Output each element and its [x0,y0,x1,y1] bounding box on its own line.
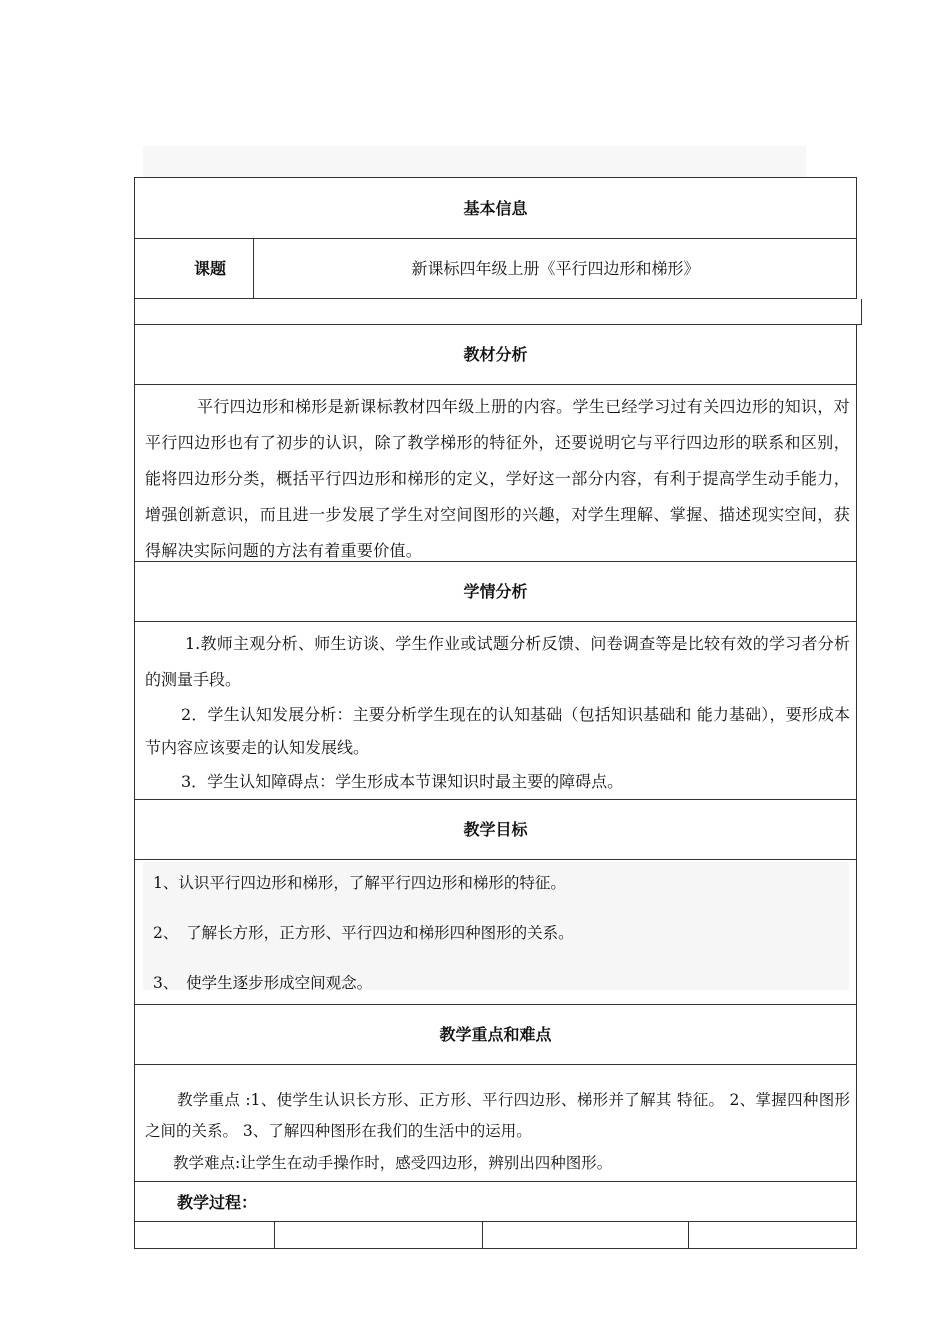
topic-label: 课题 [193,259,226,278]
basic-info-heading-row [134,177,857,239]
process-table-row [134,1222,857,1249]
process-cell-1 [135,1222,275,1248]
keypoints-body-row [134,1065,857,1182]
keypoints-heading-row [134,1005,857,1065]
student-item-2: 2．学生认知发展分析：主要分析学生现在的认知基础（包括知识基础和 能力基础），要形成本节内容应该要走的认知发展线。 [145,705,850,757]
difficulty-text: 教学难点:让学生在动手操作时，感受四边形，辨别出四种图形。 [173,1154,613,1172]
process-cell-3 [483,1222,689,1248]
goals-body-row [134,860,857,1005]
goal-item-2: 2、 了解长方形，正方形、平行四边和梯形四种图形的关系。 [153,924,574,942]
topic-value-cell [255,239,856,298]
topic-row [134,239,857,299]
goals-heading-row [134,800,857,860]
student-heading: 学情分析 [463,582,528,601]
process-cell-2 [275,1222,483,1248]
process-row [134,1182,857,1222]
student-item-1: 1.教师主观分析、师生访谈、学生作业或试题分析反馈、问卷调查等是比较有效的学习者分析的测量手段。 [145,634,850,689]
basic-info-heading: 基本信息 [463,199,528,218]
material-heading-row [134,325,857,385]
material-text: 平行四边形和梯形是新课标教材四年级上册的内容。学生已经学习过有关四边形的知识，对平行四边形也有了初步的认识，除了教学梯形的特征外，还要说明它与平行四边形的联系和区别，能将四边形分类，概括平行四边形和梯形的定义，学好这一部分内容，有利于提高学生动手能力，增强创新意识，而且进一步发展了学生对空间图形的兴趣，对学生理解、掌握、描述现实空间，获得解决实际问题的方法有着重要价值。 [145,397,850,560]
material-body-row [134,385,857,562]
material-heading: 教材分析 [463,345,528,364]
student-item-3: 3．学生认知障碍点：学生形成本节课知识时最主要的障碍点。 [181,772,624,791]
process-heading: 教学过程： [177,1193,258,1212]
spacer-row [134,299,862,325]
topic-value: 新课标四年级上册《平行四边形和梯形》 [411,259,700,278]
goals-heading: 教学目标 [463,820,528,839]
goal-item-3: 3、 使学生逐步形成空间观念。 [153,974,373,992]
student-body-row [134,622,857,800]
focus-text: 教学重点 :1、使学生认识长方形、正方形、平行四边形、梯形并了解其 特征。 2、掌握四种图形之间的关系。 3、了解四种图形在我们的生活中的运用。 [145,1091,850,1140]
topic-label-cell [135,239,254,298]
keypoints-heading: 教学重点和难点 [439,1025,552,1044]
goal-item-1: 1、认识平行四边形和梯形，了解平行四边形和梯形的特征。 [153,874,566,892]
header-band [143,146,806,177]
student-heading-row [134,562,857,622]
